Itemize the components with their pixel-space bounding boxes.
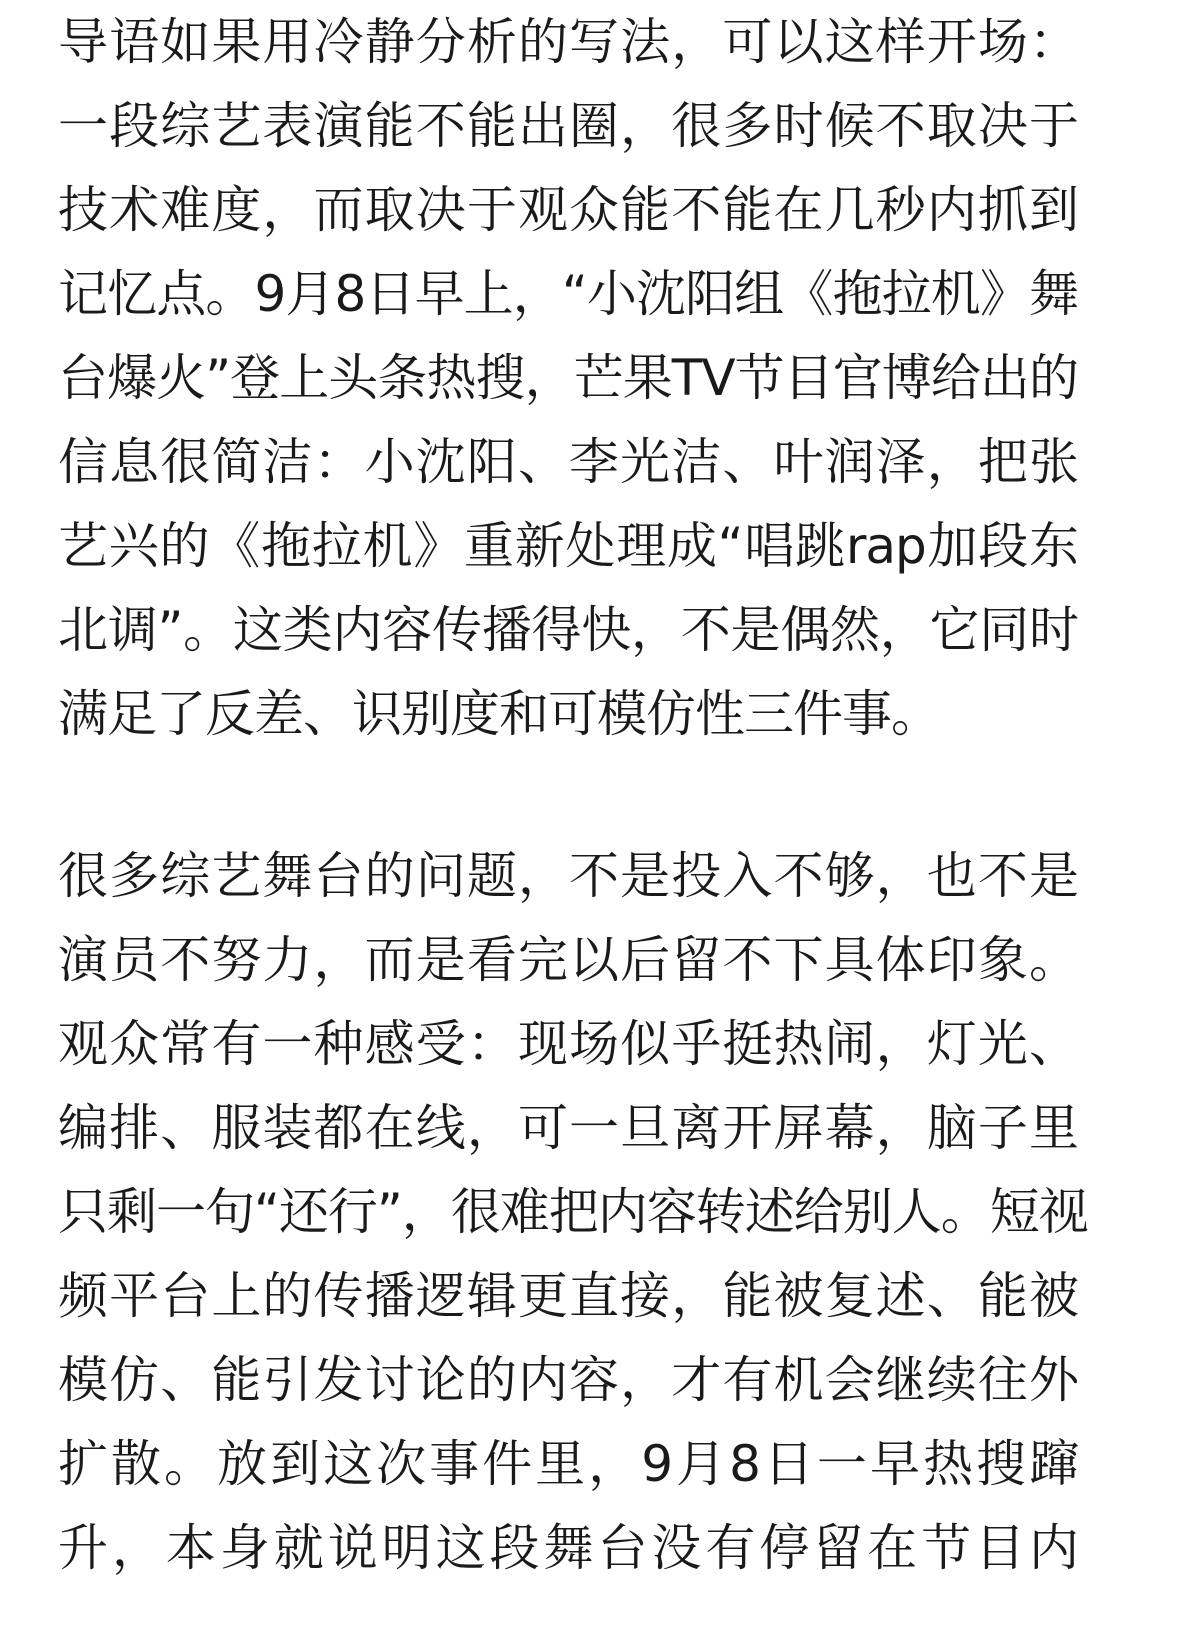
paragraph-intro <box>58 0 1078 756</box>
text-line: 编排、服装都在线，可一旦离开屏幕，脑子里 <box>58 1099 1078 1157</box>
text-line: 一段综艺表演能不能出圈，很多时候不取决于 <box>58 97 1078 155</box>
text-line: 艺兴的《拖拉机》重新处理成“唱跳rap加段东 <box>58 517 1078 575</box>
text-line: 记忆点。9月8日早上，“小沈阳组《拖拉机》舞 <box>58 265 1078 323</box>
text-line: 很多综艺舞台的问题，不是投入不够，也不是 <box>58 847 1078 905</box>
text-line: 模仿、能引发讨论的内容，才有机会继续往外 <box>58 1351 1078 1409</box>
text-line: 北调”。这类内容传播得快，不是偶然，它同时 <box>58 601 1078 659</box>
text-line: 升，本身就说明这段舞台没有停留在节目内 <box>58 1519 1078 1577</box>
text-line: 信息很简洁：小沈阳、李光洁、叶润泽，把张 <box>58 433 1078 491</box>
paragraph-analysis <box>58 834 1088 1590</box>
text-line: 导语如果用冷静分析的写法，可以这样开场： <box>58 13 1078 71</box>
text-line: 观众常有一种感受：现场似乎挺热闹，灯光、 <box>58 1015 1078 1073</box>
text-line: 台爆火”登上头条热搜，芒果TV节目官博给出的 <box>58 349 1078 407</box>
text-line: 满足了反差、识别度和可模仿性三件事。 <box>58 685 940 743</box>
text-line: 扩散。放到这次事件里，9月8日一早热搜蹿 <box>58 1435 1078 1493</box>
text-line: 演员不努力，而是看完以后留不下具体印象。 <box>58 931 1078 989</box>
paragraph-gap <box>58 756 1078 834</box>
text-line: 频平台上的传播逻辑更直接，能被复述、能被 <box>58 1267 1078 1325</box>
text-line: 只剩一句“还行”，很难把内容转述给别人。短视 <box>58 1183 1088 1241</box>
text-line: 技术难度，而取决于观众能不能在几秒内抓到 <box>58 181 1078 239</box>
article-body <box>58 0 1088 1590</box>
